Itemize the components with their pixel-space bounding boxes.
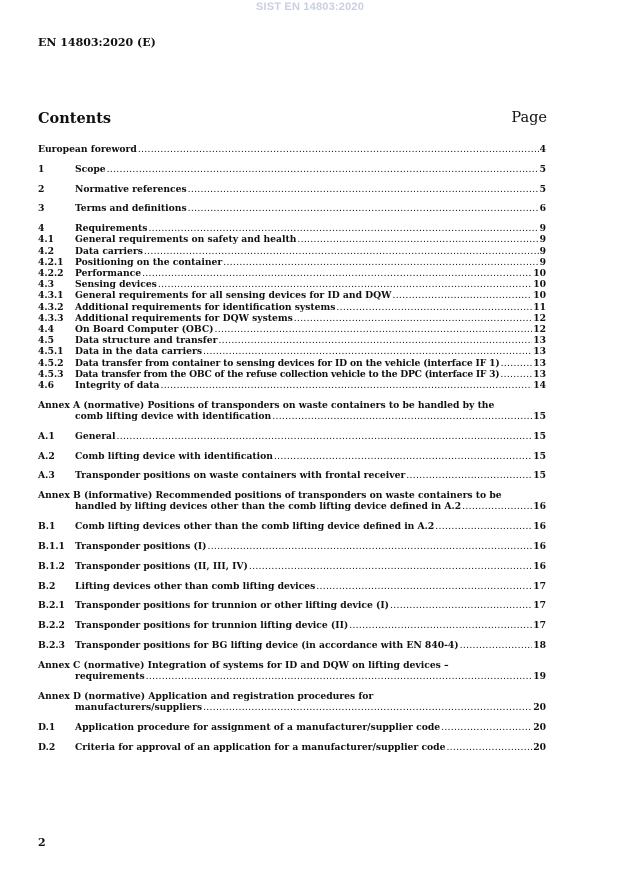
toc-annex-b[interactable] (38, 490, 546, 512)
toc-entry[interactable] (38, 541, 546, 552)
toc-entry[interactable] (38, 742, 546, 753)
toc-entry[interactable] (38, 561, 546, 572)
toc-entry[interactable] (38, 346, 546, 357)
toc-entry-number: 4.2.1 (38, 256, 64, 268)
dot-leader (188, 203, 539, 214)
toc-entry-title: Performance (75, 268, 142, 279)
toc-entry-page: 13 (533, 346, 546, 358)
dot-leader (223, 257, 538, 268)
toc-entry[interactable] (38, 290, 546, 301)
toc-entry-number: 4.5.1 (38, 346, 64, 358)
toc-entry-number: B.2.2 (38, 620, 65, 632)
toc-entry-title: Data in the data carriers (75, 346, 203, 358)
document-id: EN 14803:2020 (E) (38, 36, 156, 49)
toc-entry-page: 9 (539, 256, 546, 268)
toc-entry-page: 16 (533, 560, 546, 572)
toc-entry-page: 15 (533, 411, 546, 423)
toc-entry-title: Scope (75, 163, 106, 175)
dot-leader (117, 431, 533, 442)
toc-entry-number: B.2.1 (38, 600, 65, 612)
toc-entry-title: Additional requirements for identification systems (75, 301, 336, 313)
toc-entry-number: 3 (38, 203, 45, 215)
toc-entry-page: 4 (539, 144, 546, 155)
toc-entry-page: 20 (533, 721, 546, 733)
annex-heading-continued: handled by lifting devices other than the comb lifting device defined in A.2 (75, 501, 462, 513)
annex-heading-continued: comb lifting device with identification (75, 411, 272, 423)
toc-entry-title: Criteria for approval of an application for a manufacturer/supplier code (75, 741, 446, 753)
toc-entry-page: 13 (533, 335, 546, 347)
toc-entry-page: 13 (533, 357, 546, 369)
toc-entry[interactable] (38, 380, 546, 391)
dot-leader (148, 223, 538, 234)
toc-entry-page: 10 (533, 279, 546, 291)
dot-leader (406, 470, 532, 481)
toc-entry-title: Application procedure for assignment of a manufacturer/supplier code (75, 721, 441, 733)
dot-leader (462, 501, 532, 512)
dot-leader (158, 279, 532, 290)
toc-entry-number: A.3 (38, 470, 55, 482)
toc-entry-number: 4.3.2 (38, 301, 64, 313)
toc-entry[interactable] (38, 203, 546, 214)
toc-entry[interactable] (38, 279, 546, 290)
toc-entry-title: Additional requirements for DQW systems (75, 312, 293, 324)
toc-entry[interactable] (38, 581, 546, 592)
toc-entry-number: B.2 (38, 580, 56, 592)
toc-entry-foreword[interactable] (38, 144, 546, 155)
dot-leader (336, 302, 532, 313)
dot-leader (218, 335, 532, 346)
toc-entry[interactable] (38, 234, 546, 245)
toc-entry-page: 6 (539, 203, 546, 215)
toc-entry-title: General requirements for all sensing devices for ID and DQW (75, 290, 392, 302)
toc-entry[interactable] (38, 313, 546, 324)
toc-entry[interactable] (38, 268, 546, 279)
toc-entry[interactable] (38, 257, 546, 268)
toc-entry-number: 4 (38, 223, 45, 235)
toc-entry-page: 9 (539, 245, 546, 257)
annex-heading: Annex A (normative) Positions of transponders on waste containers to be handled by the (38, 399, 495, 411)
toc-entry-number: B.2.3 (38, 640, 65, 651)
toc-entry-number: 4.3.1 (38, 290, 64, 302)
dot-leader (460, 640, 533, 651)
annex-heading: Annex C (normative) Integration of systems for ID and DQW on lifting devices – (38, 659, 449, 671)
toc-entry-number: A.1 (38, 430, 55, 442)
toc-entry-title: Transponder positions for trunnion lifting device (II) (75, 620, 349, 632)
dot-leader (501, 358, 533, 369)
toc-entry-title: Data structure and transfer (75, 335, 218, 347)
toc-entry-title: Integrity of data (75, 380, 160, 392)
toc-entry-number: 2 (38, 183, 45, 195)
toc-entry[interactable] (38, 302, 546, 313)
toc-entry-title: Transponder positions (I) (75, 541, 207, 553)
toc-entry-title: On Board Computer (OBC) (75, 324, 214, 336)
toc-entry[interactable] (38, 223, 546, 234)
dot-leader (441, 722, 532, 733)
toc-entry-title: General (75, 430, 116, 442)
dot-leader (294, 313, 532, 324)
toc-entry[interactable] (38, 164, 546, 175)
dot-leader (207, 541, 532, 552)
toc-entry-title: Transponder positions for BG lifting device (in accordance with EN 840-4) (75, 640, 459, 651)
toc-entry-page: 20 (533, 741, 546, 753)
dot-leader (144, 246, 539, 257)
toc-entry[interactable] (38, 722, 546, 733)
dot-leader (272, 411, 532, 422)
dot-leader (203, 346, 532, 357)
toc-entry-page: 17 (533, 600, 546, 612)
toc-annex-d[interactable] (38, 691, 546, 713)
page-number: 2 (38, 836, 46, 849)
toc-entry-page: 19 (533, 671, 546, 682)
toc-entry-number: D.2 (38, 741, 56, 753)
toc-entry-page: 20 (533, 702, 546, 713)
toc-entry-title: General requirements on safety and health (75, 234, 297, 246)
dot-leader (500, 369, 532, 380)
toc-entry-page: 12 (533, 324, 546, 336)
annex-heading-continued: requirements (75, 671, 145, 682)
dot-leader (203, 702, 532, 713)
dot-leader (138, 144, 539, 155)
toc-entry-title: European foreword (38, 144, 137, 155)
toc-entry-title: Data transfer from the OBC of the refuse collection vehicle to the DPC (interface IF 3) (75, 368, 500, 380)
dot-leader (146, 671, 533, 682)
toc-entry-number: D.1 (38, 721, 56, 733)
toc-entry-page: 10 (533, 268, 546, 279)
dot-leader (316, 581, 532, 592)
toc-entry[interactable] (38, 600, 546, 611)
toc-entry-page: 15 (533, 450, 546, 462)
toc-entry[interactable] (38, 335, 546, 346)
dot-leader (390, 600, 532, 611)
toc-entry-title: Normative references (75, 183, 187, 195)
toc-entry[interactable] (38, 451, 546, 462)
toc-entry-title: Transponder positions for trunnion or other lifting device (I) (75, 600, 390, 612)
dot-leader (188, 184, 539, 195)
toc-entry-number: 4.3 (38, 279, 54, 291)
toc-entry-page: 10 (533, 290, 546, 302)
toc-entry-page: 15 (533, 430, 546, 442)
toc-entry-number: B.1.2 (38, 560, 65, 572)
toc-entry-page: 9 (539, 234, 546, 246)
toc-entry-page: 9 (539, 223, 546, 235)
toc-entry-page: 16 (533, 501, 546, 513)
dot-leader (435, 521, 532, 532)
dot-leader (142, 268, 532, 279)
toc-entry-page: 16 (533, 521, 546, 533)
toc-entry-page: 5 (539, 183, 546, 195)
toc-entry-title: Terms and definitions (75, 203, 187, 215)
dot-leader (446, 742, 532, 753)
toc-entry[interactable] (38, 470, 546, 481)
toc-entry-title: Requirements (75, 223, 148, 235)
annex-heading: Annex B (informative) Recommended positions of transponders on waste containers to be (38, 490, 502, 502)
toc-entry-title: Comb lifting devices other than the comb lifting device defined in A.2 (75, 521, 435, 533)
toc-entry-title: Comb lifting device with identification (75, 450, 273, 462)
toc-entry-number: 4.3.3 (38, 312, 64, 324)
toc-entry-number: 4.5.2 (38, 357, 64, 369)
table-of-contents (38, 144, 546, 753)
toc-entry-number: B.1.1 (38, 541, 65, 553)
toc-entry-title: Transponder positions on waste containers with frontal receiver (75, 470, 406, 482)
toc-entry-number: 4.5 (38, 335, 54, 347)
toc-entry-title: Data carriers (75, 245, 143, 257)
dot-leader (107, 164, 539, 175)
toc-entry-page: 18 (533, 640, 546, 651)
toc-entry-page: 17 (533, 620, 546, 632)
toc-entry-title: Positioning on the container (75, 256, 223, 268)
toc-entry[interactable] (38, 358, 546, 369)
toc-annex-a[interactable] (38, 400, 546, 422)
page-column-label: Page (511, 110, 547, 126)
toc-entry-number: A.2 (38, 450, 55, 462)
toc-entry-title: Sensing devices (75, 279, 157, 291)
toc-entry[interactable] (38, 324, 546, 335)
toc-entry[interactable] (38, 431, 546, 442)
dot-leader (297, 234, 538, 245)
toc-entry[interactable] (38, 246, 546, 257)
toc-entry-page: 14 (533, 380, 546, 392)
contents-heading: Contents (38, 110, 112, 127)
dot-leader (249, 561, 532, 572)
dot-leader (349, 620, 532, 631)
toc-entry[interactable] (38, 184, 546, 195)
toc-entry-number: 4.2 (38, 245, 54, 257)
toc-entry-page: 17 (533, 580, 546, 592)
toc-entry-page: 15 (533, 470, 546, 482)
toc-entry-number: 4.6 (38, 380, 54, 392)
toc-entry-page: 5 (539, 163, 546, 175)
toc-annex-c[interactable] (38, 660, 546, 682)
toc-entry-number: 4.4 (38, 324, 54, 336)
toc-entry-title: Data transfer from container to sensing devices for ID on the vehicle (interface IF 1) (75, 357, 500, 369)
toc-entry-page: 12 (533, 312, 546, 324)
toc-entry[interactable] (38, 640, 546, 651)
dot-leader (160, 380, 532, 391)
dot-leader (215, 324, 533, 335)
dot-leader (392, 290, 532, 301)
toc-entry-number: 4.1 (38, 234, 54, 246)
toc-entry-title: Transponder positions (II, III, IV) (75, 560, 248, 572)
toc-entry-page: 16 (533, 541, 546, 553)
annex-heading: Annex D (normative) Application and registration procedures for (38, 690, 374, 702)
toc-entry[interactable] (38, 521, 546, 532)
toc-entry-number: 4.5.3 (38, 368, 64, 380)
toc-entry-page: 11 (533, 301, 546, 313)
toc-entry-number: 1 (38, 163, 45, 175)
toc-entry-title: Lifting devices other than comb lifting devices (75, 580, 316, 592)
toc-entry-number: B.1 (38, 521, 56, 533)
watermark: SIST EN 14803:2020 (255, 1, 365, 13)
dot-leader (274, 451, 532, 462)
toc-entry[interactable] (38, 620, 546, 631)
annex-heading-continued: manufacturers/suppliers (75, 702, 203, 713)
toc-entry-page: 13 (533, 368, 546, 380)
toc-entry[interactable] (38, 369, 546, 380)
toc-entry-number: 4.2.2 (38, 268, 64, 279)
